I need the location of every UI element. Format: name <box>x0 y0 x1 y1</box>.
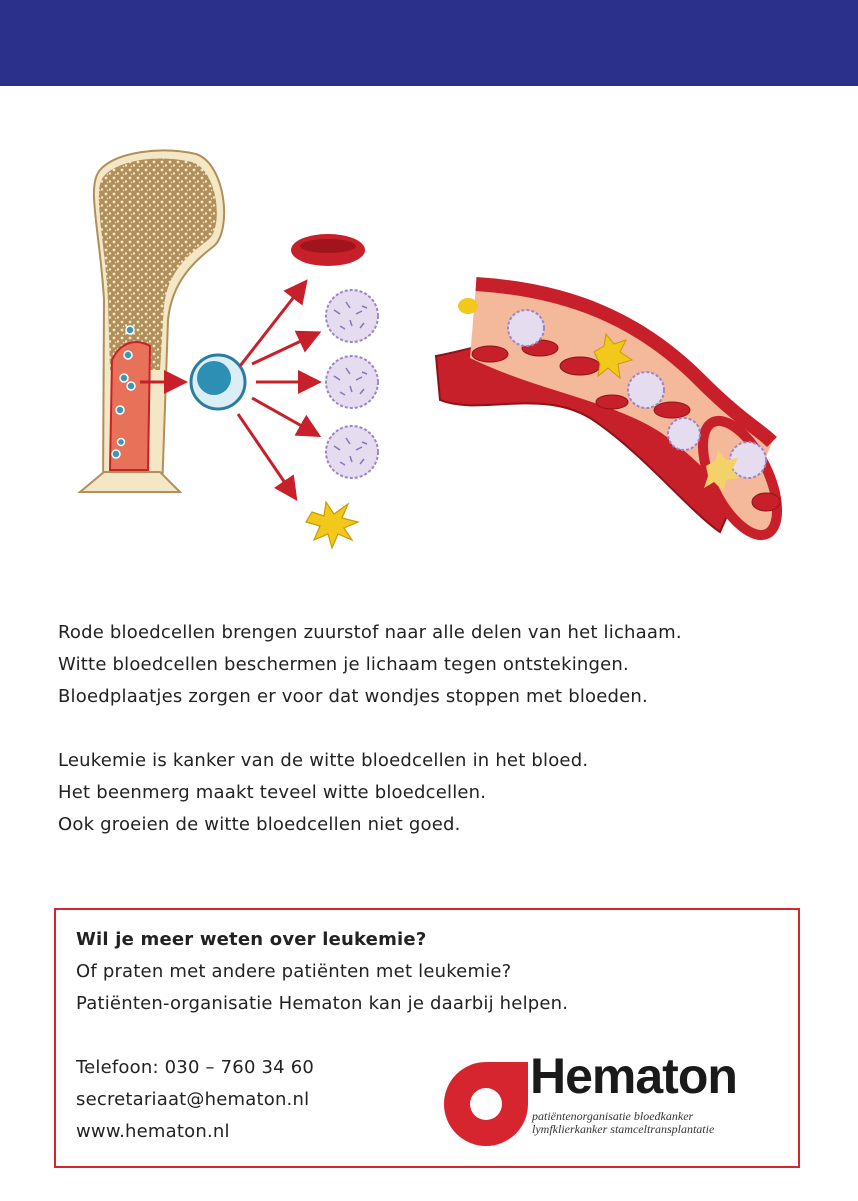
intro-line: Rode bloedcellen brengen zuurstof naar alle delen van het lichaam. <box>58 622 682 643</box>
leukemia-line: Ook groeien de witte bloedcellen niet goed. <box>58 814 461 835</box>
logo-tagline: lymfklierkanker stamceltransplantatie <box>532 1122 715 1136</box>
info-line: Patiënten-organisatie Hematon kan je daarbij helpen. <box>76 993 569 1014</box>
header-bar <box>0 0 858 86</box>
website-link[interactable]: www.hematon.nl <box>76 1121 230 1142</box>
leukemia-line: Het beenmerg maakt teveel witte bloedcellen. <box>58 782 487 803</box>
logo-name: Hematon <box>530 1048 737 1104</box>
email-link[interactable]: secretariaat@hematon.nl <box>76 1089 310 1110</box>
info-question: Wil je meer weten over leukemie? <box>76 929 427 950</box>
hematon-logo <box>440 1044 780 1144</box>
white-blood-cell-icon <box>326 290 378 478</box>
phone-number: Telefoon: 030 – 760 34 60 <box>76 1057 315 1078</box>
leukemia-text <box>58 745 798 841</box>
logo-tagline: patiëntenorganisatie bloedkanker <box>532 1109 694 1123</box>
leukemia-line: Leukemie is kanker van de witte bloedcellen in het bloed. <box>58 750 589 771</box>
intro-line: Witte bloedcellen beschermen je lichaam tegen ontstekingen. <box>58 654 629 675</box>
info-line: Of praten met andere patiënten met leukemie? <box>76 961 512 982</box>
hematon-logo-icon <box>440 1054 532 1154</box>
platelet-icon <box>306 502 358 548</box>
red-blood-cell-icon <box>291 234 365 266</box>
stem-cell-icon <box>191 355 245 409</box>
intro-text <box>58 617 798 713</box>
intro-line: Bloedplaatjes zorgen er voor dat wondjes stoppen met bloeden. <box>58 686 648 707</box>
info-box <box>54 908 800 1168</box>
blood-vessel-icon <box>436 284 792 546</box>
blood-cells-illustration <box>0 120 858 560</box>
bone-icon <box>80 151 224 492</box>
